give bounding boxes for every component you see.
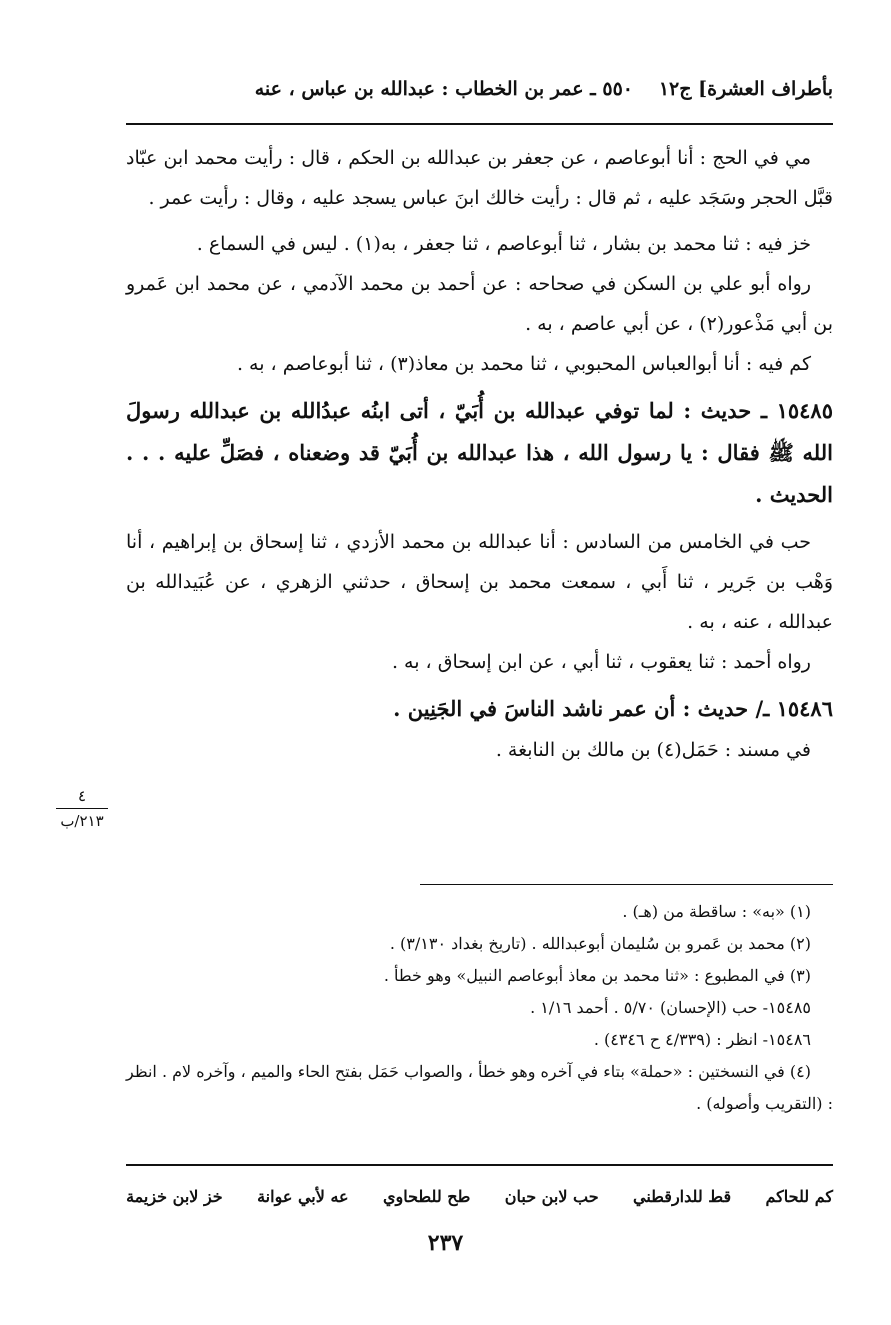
- paragraph-ibn-sakan: رواه أبو علي بن السكن في صحاحه : عن أحمد بن محمد الآدمي ، عن محمد ابن عَمرو بن أبي مَذْعور(٢) ، عن أبي عاصم ، به .: [126, 273, 833, 335]
- abbreviation-item: طح للطحاوي: [382, 1186, 471, 1206]
- paragraph-hibban: حب في الخامس من السادس : أنا عبدالله بن محمد الأزدي ، ثنا إسحاق بن إبراهيم ، أنا وَهْب بن جَرير ، ثنا أَبي ، سمعت محمد بن إسحاق ، حدثني الزهري ، عن عُبَيدالله بن عبدالله ، عنه ، به .: [126, 531, 833, 633]
- footnote-divider: [420, 884, 833, 885]
- footnote: ١٥٤٨٥- حب (الإحسان) ٥/٧٠ . أحمد ١/١٦ .: [530, 998, 811, 1017]
- folio-note-top: ٤: [77, 787, 87, 805]
- abbreviation-item: كم للحاكم: [765, 1186, 833, 1206]
- footnote: (٤) في النسختين : «حملة» بتاء في آخره وهو خطأ ، والصواب حَمَل بفتح الحاء والميم ، وآخره لام . انظر : (التقريب وأصوله) .: [126, 1062, 833, 1113]
- hadith-15485: ١٥٤٨٥ ـ حديث : لما توفي عبدالله بن أُبَيّ ، أتى ابنُه عبدُالله بن عبدالله رسولَ الله ﷺ فقال : يا رسول الله ، هذا عبدالله بن أُبَيّ قد وضعناه ، فصَلِّ عليه . . . الحديث .: [126, 398, 833, 507]
- page-number: ٢٣٧: [427, 1230, 464, 1256]
- manuscript-folio-note: [52, 786, 112, 831]
- header-divider: [126, 123, 833, 125]
- paragraph-musnad: في مسند : حَمَل(٤) بن مالك بن النابغة .: [495, 739, 811, 761]
- footnote: (١) «به» : ساقطة من (هـ) .: [622, 902, 811, 921]
- paragraph-kam: كم فيه : أنا أبوالعباس المحبوبي ، ثنا محمد بن معاذ(٣) ، ثنا أبوعاصم ، به .: [236, 353, 811, 375]
- paragraph-ahmad: رواه أحمد : ثنا يعقوب ، ثنا أبي ، عن ابن إسحاق ، به .: [391, 651, 811, 673]
- header-section-title: ٥٥٠ ـ عمر بن الخطاب : عبدالله بن عباس ، عنه: [254, 78, 633, 100]
- abbreviations-key: [126, 1176, 833, 1216]
- header-volume-title: بأطراف العشرة] ج١٢: [658, 78, 833, 100]
- footnote: (٢) محمد بن عَمرو بن سُليمان أبوعبدالله . (تاريخ بغداد ٣/١٣٠) .: [389, 934, 811, 953]
- footnote: (٣) في المطبوع : «ثنا محمد بن معاذ أبوعاصم النبيل» وهو خطأ .: [383, 966, 811, 985]
- abbreviations-divider: [126, 1164, 833, 1166]
- footnotes: [126, 896, 833, 1120]
- folio-note-bottom: ٢١٣/ب: [60, 812, 104, 830]
- abbreviation-item: خز لابن خزيمة: [126, 1186, 223, 1206]
- footnote: ١٥٤٨٦- انظر : (٤/٣٣٩ ح ٤٣٤٦) .: [593, 1030, 811, 1049]
- running-header: [126, 72, 833, 112]
- abbreviation-item: قط للدارقطني: [633, 1186, 732, 1206]
- paragraph-khuz: خز فيه : ثنا محمد بن بشار ، ثنا أبوعاصم ، ثنا جعفر ، به(١) . ليس في السماع .: [196, 233, 811, 255]
- folio-note-line: [56, 808, 108, 809]
- main-text: [126, 138, 833, 770]
- paragraph-mi: مي في الحج : أنا أبوعاصم ، عن جعفر بن عبدالله بن الحكم ، قال : رأيت محمد ابن عبّاد قبَّل الحجر وسَجَد عليه ، ثم قال : رأيت خالك ابنَ عباس يسجد عليه ، وقال : رأيت عمر .: [126, 147, 833, 209]
- hadith-15486: ١٥٤٨٦ ـ/ حديث : أن عمر ناشد الناسَ في الجَنِين .: [393, 696, 833, 721]
- abbreviation-item: عه لأبي عوانة: [257, 1186, 349, 1206]
- abbreviation-item: حب لابن حبان: [504, 1186, 599, 1206]
